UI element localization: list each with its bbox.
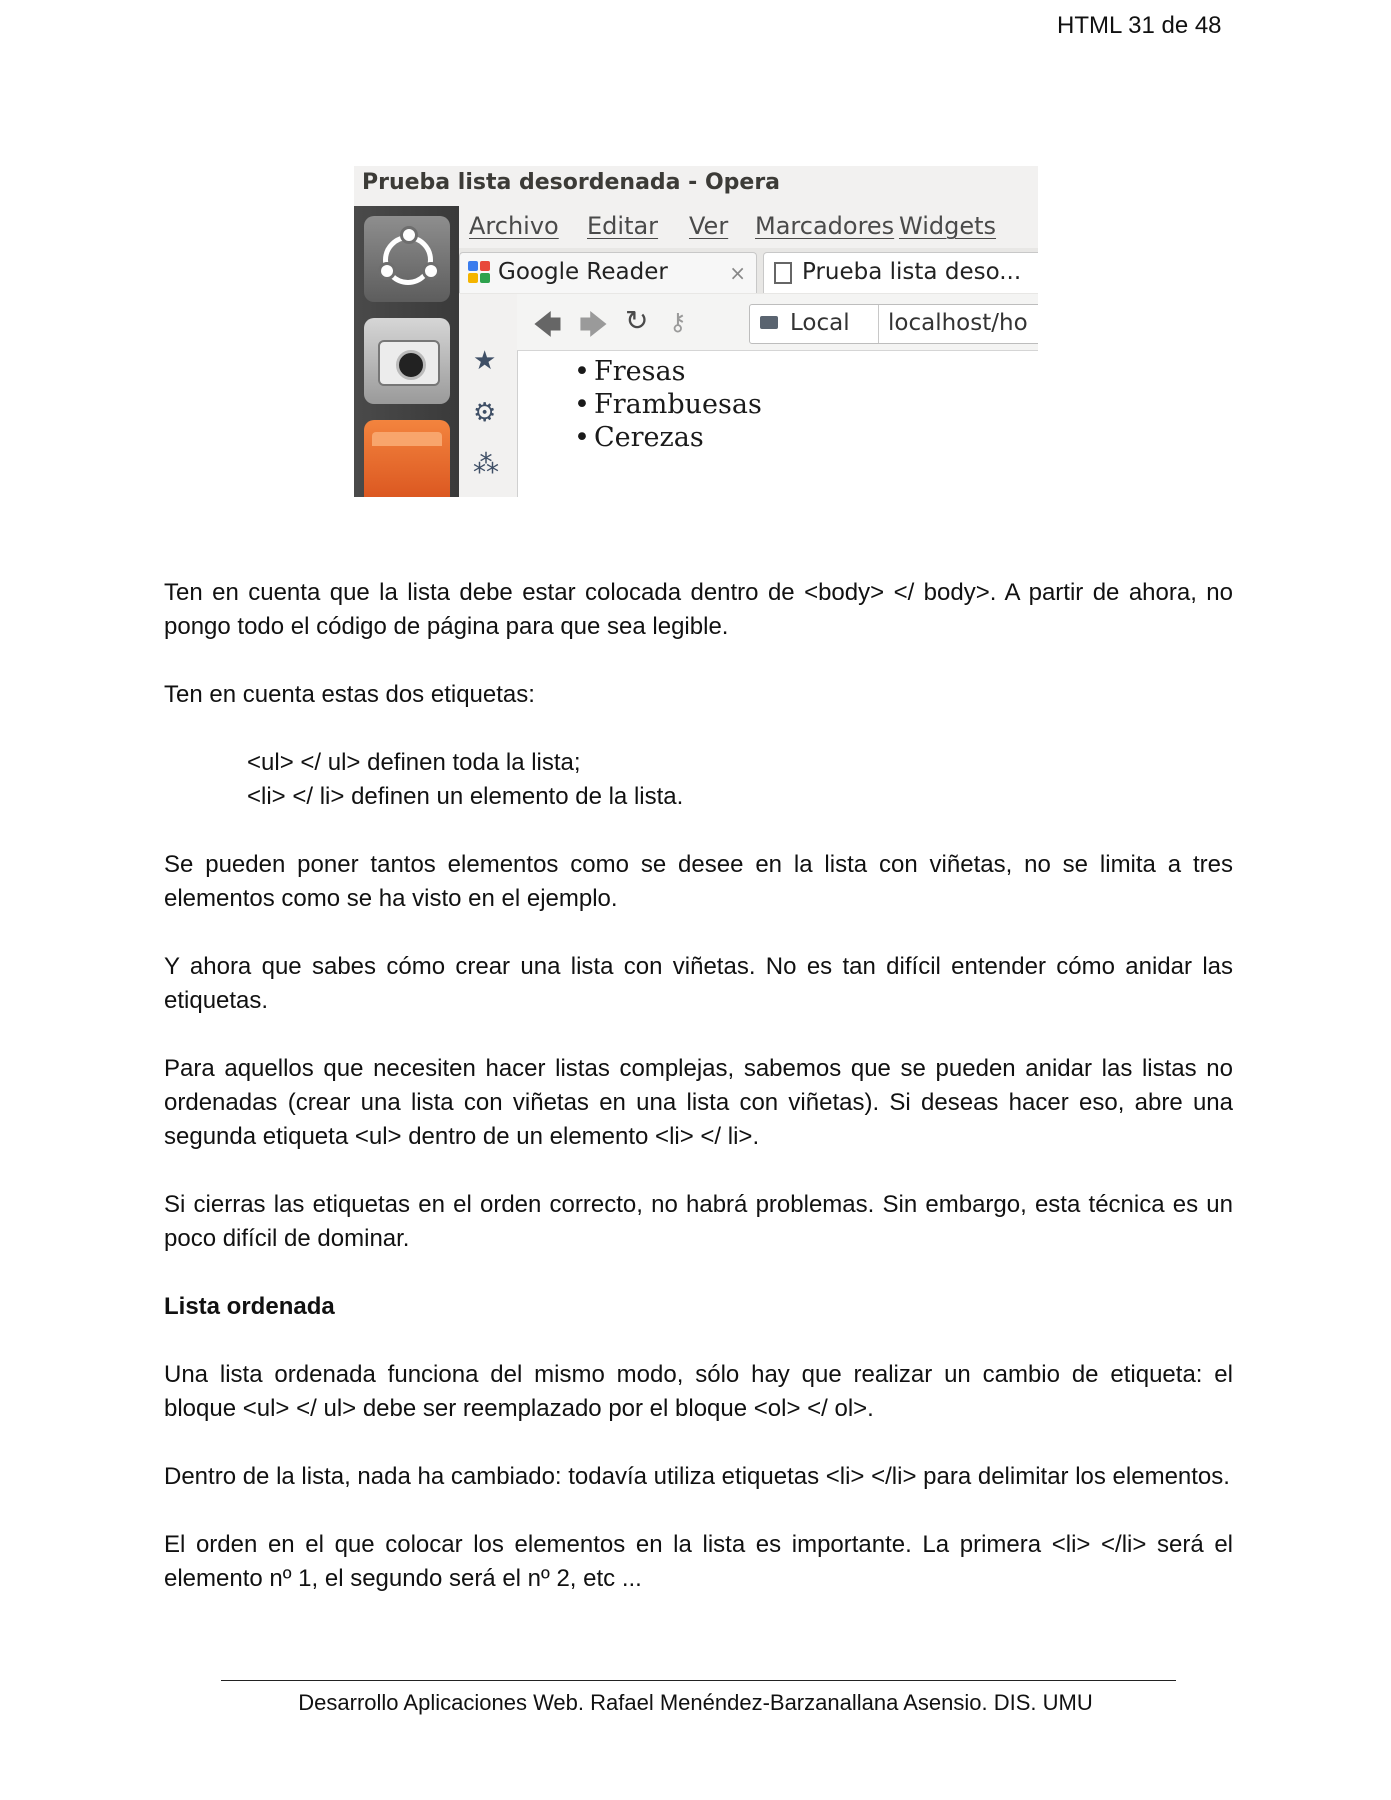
paragraph: Si cierras las etiquetas en el orden correcto, no habrá problemas. Sin embargo, esta técnica es un poco difícil de dominar.: [164, 1191, 1233, 1252]
back-arrow-icon[interactable]: 🡄: [533, 308, 562, 341]
list-item: • Fresas: [574, 355, 762, 388]
paragraph: El orden en el que colocar los elementos en la lista es importante. La primera <li> </li> será el elemento nº 1, el segundo será el nº 2, etc ...: [164, 1531, 1233, 1592]
browser-screenshot: [354, 166, 1038, 497]
tag-ul-description: <ul> </ ul> definen toda la lista;: [247, 749, 581, 776]
tag-li-description: <li> </ li> definen un elemento de la lista.: [247, 783, 684, 810]
menu-archivo[interactable]: Archivo: [469, 212, 559, 240]
monitor-icon: [760, 316, 778, 329]
menu-marcadores[interactable]: Marcadores: [755, 212, 895, 240]
tab-prueba-lista[interactable]: [763, 252, 1038, 293]
camera-app-icon[interactable]: [364, 318, 450, 404]
tab-bar: [459, 248, 1038, 294]
paragraph: Se pueden poner tantos elementos como se desee en la lista con viñetas, no se limita a tres elementos como se ha visto en el ejemplo.: [164, 851, 1233, 912]
menu-widgets[interactable]: Widgets: [899, 212, 997, 240]
tab-google-reader[interactable]: [459, 252, 757, 293]
page-viewport: [518, 351, 1038, 497]
share-icon[interactable]: ⁂: [473, 450, 499, 480]
menu-bar: [459, 206, 1038, 248]
paragraph: Ten en cuenta estas dos etiquetas:: [164, 681, 535, 708]
menu-ver[interactable]: Ver: [689, 212, 729, 240]
google-reader-icon: [468, 261, 492, 285]
ubuntu-logo-icon[interactable]: [364, 216, 450, 302]
document-body: [164, 576, 1233, 1630]
section-heading: Lista ordenada: [164, 1293, 335, 1320]
footer: Desarrollo Aplicaciones Web. Rafael Menéndez-Barzanallana Asensio. DIS. UMU: [298, 1690, 1093, 1715]
paragraph: Y ahora que sabes cómo crear una lista con viñetas. No es tan difícil entender cómo anidar las etiquetas.: [164, 953, 1233, 1014]
navigation-bar: [517, 294, 1038, 351]
paragraph: Ten en cuenta que la lista debe estar colocada dentro de <body> </ body>. A partir de ahora, no pongo todo el código de página para que sea legible.: [164, 579, 1233, 640]
unity-launcher: [354, 206, 459, 497]
address-url: localhost/ho: [888, 310, 1028, 336]
menu-editar[interactable]: Editar: [587, 212, 659, 240]
reload-icon[interactable]: ↻: [625, 304, 649, 337]
paragraph: Dentro de la lista, nada ha cambiado: todavía utiliza etiquetas <li> </li> para delimitar los elementos.: [164, 1463, 1230, 1490]
key-icon[interactable]: ⚷: [669, 308, 687, 336]
tab-label: Google Reader: [498, 259, 668, 285]
paragraph: Una lista ordenada funciona del mismo modo, sólo hay que realizar un cambio de etiqueta: el bloque <ul> </ ul> debe ser reemplazado por el bloque <ol> </ ol>.: [164, 1361, 1233, 1422]
folder-app-icon[interactable]: [364, 420, 450, 497]
close-icon[interactable]: ×: [729, 261, 746, 285]
footer-divider: [221, 1680, 1176, 1681]
local-badge-label: Local: [790, 310, 850, 336]
paragraph: Para aquellos que necesiten hacer listas complejas, sabemos que se pueden anidar las listas no ordenadas (crear una lista con viñetas en una lista con viñetas). Si deseas hacer eso, abre una segunda etiqueta <ul> dentro de un elemento <li> </ li>.: [164, 1055, 1233, 1150]
tab-label: Prueba lista deso...: [802, 259, 1022, 285]
page-number: HTML 31 de 48: [1057, 12, 1222, 39]
bookmark-star-icon[interactable]: ★: [473, 346, 497, 376]
address-field[interactable]: [749, 304, 1038, 344]
document-icon: [774, 262, 792, 284]
unordered-list: [574, 355, 762, 454]
side-panel: [459, 294, 518, 497]
window-title: Prueba lista desordenada - Opera: [362, 170, 781, 195]
forward-arrow-icon[interactable]: 🡆: [579, 308, 608, 341]
gear-icon[interactable]: ⚙: [473, 398, 497, 428]
list-item: • Frambuesas: [574, 388, 762, 421]
list-item: • Cerezas: [574, 421, 762, 454]
local-badge[interactable]: [750, 305, 879, 343]
